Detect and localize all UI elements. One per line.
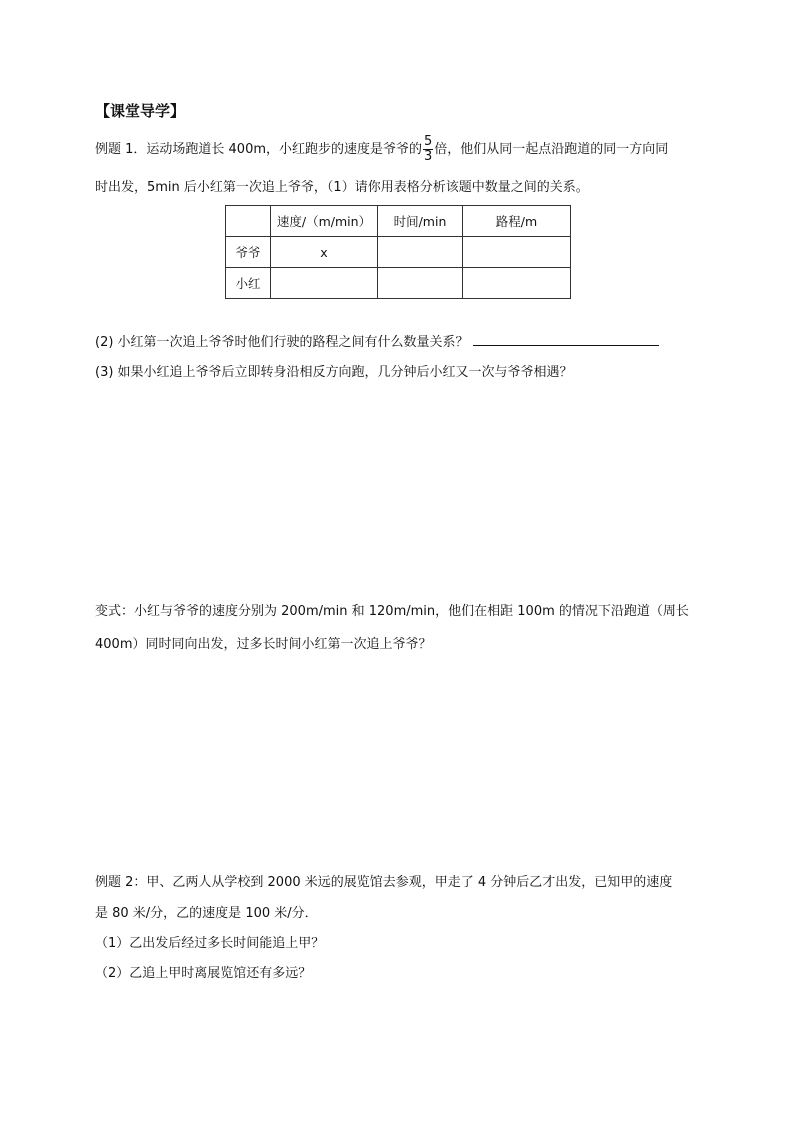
table-header-row [226,206,571,237]
example1-text-before: 例题 1．运动场跑道长 400m，小红跑步的速度是爷爷的 [95,142,423,157]
table-header-cell: 时间/min [378,206,463,237]
example2-question2: （2）乙追上甲时离展览馆还有多远？ [95,966,312,981]
table-cell [271,268,378,299]
table-header-cell: 路程/m [463,206,571,237]
example1-text-after: 倍，他们从同一起点沿跑道的同一方向同 [434,142,669,157]
example1-line2: 时出发，5min 后小红第一次追上爷爷，（1）请你用表格分析该题中数量之间的关系。 [95,180,589,195]
table-cell [463,268,571,299]
table-cell [463,237,571,268]
example2-line1: 例题 2：甲、乙两人从学校到 2000 米远的展览馆去参观，甲走了 4 分钟后乙才出发，已知甲的速度 [95,875,673,890]
table-cell [378,237,463,268]
example1-line1 [95,135,668,164]
example2-line2: 是 80 米/分，乙的速度是 100 米/分． [95,906,318,921]
example1-question3: (3) 如果小红追上爷爷后立即转身沿相反方向跑，几分钟后小红又一次与爷爷相遇？ [95,365,573,380]
example1-question2 [95,331,659,350]
fraction-numerator: 5 [424,134,433,149]
table-header-cell: 速度/（m/min） [271,206,378,237]
fraction-denominator: 3 [424,149,433,164]
fraction-five-thirds [423,135,433,164]
question2-text: (2) 小红第一次追上爷爷时他们行驶的路程之间有什么数量关系？ [95,335,469,350]
table-cell: x [271,237,378,268]
table-row [226,268,571,299]
table-row [226,237,571,268]
analysis-table [225,205,571,299]
section-title: 【课堂导学】 [95,102,186,120]
table-cell: 小红 [226,268,271,299]
table-cell: 爷爷 [226,237,271,268]
variant-line2: 400m）同时同向出发，过多长时间小红第一次追上爷爷？ [95,637,432,652]
example2-question1: （1）乙出发后经过多长时间能追上甲？ [95,936,325,951]
answer-blank [473,333,659,346]
table-cell [378,268,463,299]
table-header-cell [226,206,271,237]
variant-line1: 变式：小红与爷爷的速度分别为 200m/min 和 120m/min，他们在相距 100m 的情况下沿跑道（周长 [95,604,689,619]
